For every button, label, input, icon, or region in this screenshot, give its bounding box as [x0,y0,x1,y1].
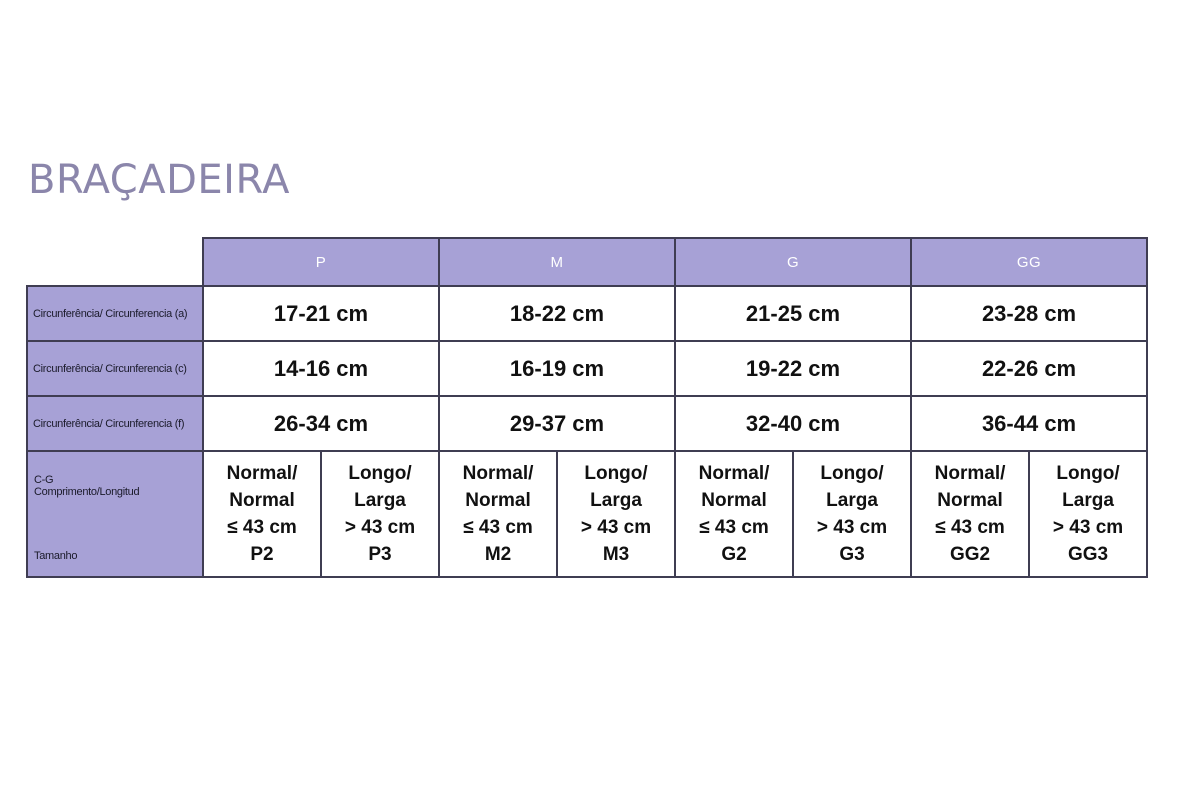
length-type: Normal/ [698,463,770,484]
length-cell-gg2 [911,451,1029,577]
length-type-es: Normal [229,490,295,511]
size-code: M2 [484,544,512,565]
length-type-es: Normal [701,490,767,511]
length-type: Normal/ [462,463,534,484]
row-label: Circunferência/ Circunferencia (c) [27,341,203,396]
size-code: P2 [250,544,274,565]
length-range: > 43 cm [580,517,652,538]
table-cell: 17-21 cm [203,286,439,341]
length-range: > 43 cm [344,517,416,538]
table-cell: 29-37 cm [439,396,675,451]
length-type-es: Larga [590,490,642,511]
length-cell-m2 [439,451,557,577]
length-type-es: Normal [465,490,531,511]
length-type: Normal/ [934,463,1006,484]
size-code: P3 [368,544,392,565]
table-cell: 14-16 cm [203,341,439,396]
length-cell-p2 [203,451,321,577]
size-code: G3 [839,544,865,565]
length-type-es: Normal [937,490,1003,511]
table-cell: 21-25 cm [675,286,911,341]
size-header-p: P [203,238,439,286]
length-type: Longo/ [348,463,412,484]
length-label-name: Comprimento/Longitud [34,486,140,498]
length-cell-gg3 [1029,451,1147,577]
length-cell-g3 [793,451,911,577]
length-range: > 43 cm [816,517,888,538]
size-header-row [27,238,1147,286]
length-type: Normal/ [226,463,298,484]
size-header-m: M [439,238,675,286]
measure-row-c [27,341,1147,396]
table-cell: 23-28 cm [911,286,1147,341]
size-code: GG2 [949,544,991,565]
length-type-es: Larga [1062,490,1114,511]
table-cell: 22-26 cm [911,341,1147,396]
page-title: BRAÇADEIRA [28,157,290,203]
length-type: Longo/ [1056,463,1120,484]
length-range: ≤ 43 cm [935,517,1005,538]
measure-row-a [27,286,1147,341]
size-header-gg: GG [911,238,1147,286]
table-cell: 36-44 cm [911,396,1147,451]
table-cell: 26-34 cm [203,396,439,451]
length-range: > 43 cm [1052,517,1124,538]
row-label: Circunferência/ Circunferencia (a) [27,286,203,341]
length-label-code: C-G [34,474,54,486]
size-code: G2 [721,544,747,565]
length-row-label [27,451,203,577]
size-code: M3 [602,544,630,565]
table-cell: 16-19 cm [439,341,675,396]
table-cell: 19-22 cm [675,341,911,396]
length-cell-m3 [557,451,675,577]
row-label: Circunferência/ Circunferencia (f) [27,396,203,451]
length-range: ≤ 43 cm [699,517,769,538]
length-row [27,451,1147,577]
length-type: Longo/ [820,463,884,484]
length-type: Longo/ [584,463,648,484]
measure-row-f [27,396,1147,451]
length-cell-p3 [321,451,439,577]
length-type-es: Larga [354,490,406,511]
length-cell-g2 [675,451,793,577]
length-range: ≤ 43 cm [227,517,297,538]
size-chart-table [26,237,1148,578]
length-type-es: Larga [826,490,878,511]
table-cell: 32-40 cm [675,396,911,451]
size-code: GG3 [1067,544,1109,565]
length-label-size: Tamanho [34,550,78,562]
table-cell: 18-22 cm [439,286,675,341]
table-corner [27,238,203,286]
length-range: ≤ 43 cm [463,517,533,538]
size-header-g: G [675,238,911,286]
